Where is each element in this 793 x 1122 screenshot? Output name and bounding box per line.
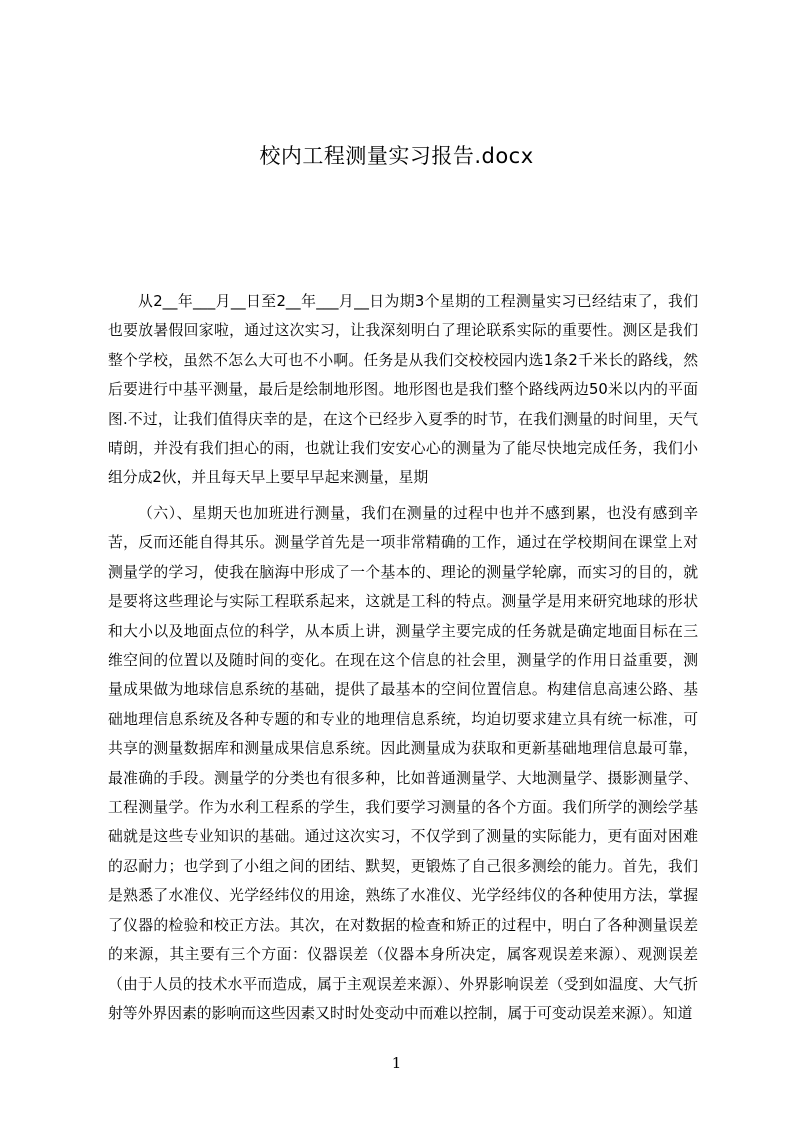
- document-title: 校内工程测量实习报告.docx: [259, 144, 534, 168]
- body-paragraph-1: 从2__年___月__日至2__年___月__日为期3个星期的工程测量实习已经结束了，我们也要放暑假回家啦，通过这次实习，让我深刻明白了理论联系实际的重要性。测区是我们整个学校，虽然不怎么大可也不小啊。任务是从我们交校校园内选1条2千米长的路线，然后要进行中基平测量，最后是绘制地形图。地形图也是我们整个路线两边50米以内的平面图.不过，让我们值得庆幸的是，在这个已经步入夏季的时节，在我们测量的时间里，天气晴朗，并没有我们担心的雨，也就让我们安安心心的测量为了能尽快地完成任务，我们小组分成2伙，并且每天早上要早早起来测量，星期: [108, 293, 698, 487]
- body-paragraph-2: （六）、星期天也加班进行测量，我们在测量的过程中也并不感到累，也没有感到辛苦，反而还能自得其乐。测量学首先是一项非常精确的工作，通过在学校期间在课堂上对测量学的学习，使我在脑海中形成了一个基本的、理论的测量学轮廓，而实习的目的，就是要将这些理论与实际工程联系起来，这就是工科的特点。测量学是用来研究地球的形状和大小以及地面点位的科学，从本质上讲，测量学主要完成的任务就是确定地面目标在三维空间的位置以及随时间的变化。在现在这个信息的社会里，测量学的作用日益重要，测量成果做为地球信息系统的基础，提供了最基本的空间位置信息。构建信息高速公路、基础地理信息系统及各种专题的和专业的地理信息系统，均迫切要求建立具有统一标准，可共享的测量数据库和测量成果信息系统。因此测量成为获取和更新基础地理信息最可靠，最准确的手段。测量学的分类也有很多种，比如普通测量学、大地测量学、摄影测量学、工程测量学。作为水利工程系的学生，我们要学习测量的各个方面。我们所学的测绘学基础就是这些专业知识的基础。通过这次实习，不仅学到了测量的实际能力，更有面对困难的忍耐力；也学到了小组之间的团结、默契，更锻炼了自己很多测绘的能力。首先，我们是熟悉了水准仪、光学经纬仪的用途，熟练了水准仪、光学经纬仪的各种使用方法，掌握了仪器的检验和校正方法。其次，在对数据的检查和矫正的过程中，明白了各种测量误差的来源，其主要有三个方面：仪器误差（仪器本身所决定，属客观误差来源）、观测误差（由于人员的技术水平而造成，属于主观误差来源）、外界影响误差（受到如温度、大气折射等外界因素的影响而这些因素又时时处变动中而难以控制，属于可变动误差来源）。知道: [108, 505, 698, 1022]
- page-number: 1: [391, 1054, 402, 1072]
